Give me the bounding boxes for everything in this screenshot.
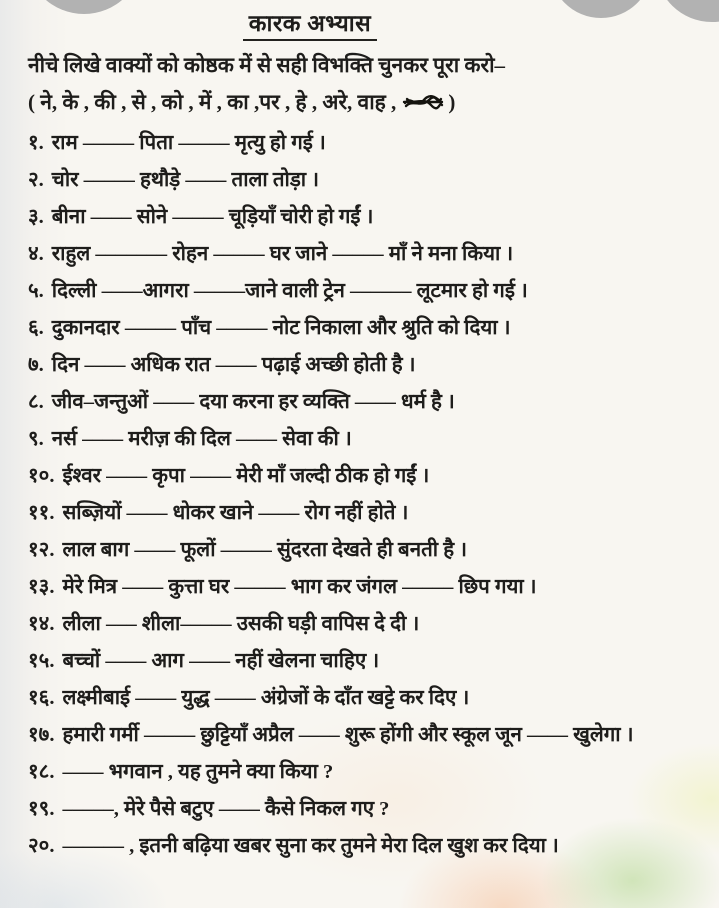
- sentence-9: [28, 421, 700, 458]
- sentence-text: मेरे मित्र –––– कुत्ता घर ––––– भाग कर जंगल ––––– छिप गया ।: [62, 576, 537, 598]
- sentence-2: [28, 162, 700, 199]
- sentence-text: बच्चों –––– आग –––– नहीं खेलना चाहिए ।: [62, 650, 380, 672]
- sentence-10: [28, 458, 700, 495]
- options-line: [28, 84, 700, 123]
- sentence-list: [28, 125, 700, 865]
- options-text: ( ने, के , की , से , को , में , का ,पर , हे , अरे, वाह ,: [28, 90, 397, 114]
- sentence-number: १४.: [28, 613, 55, 635]
- sentence-text: दुकानदार ––––– पाँच ––––– नोट निकाला और श्रुति को दिया ।: [51, 317, 511, 339]
- sentence-text: लक्ष्मीबाई –––– युद्ध –––– अंग्रेजों के दाँत खट्टे कर दिए ।: [62, 687, 470, 709]
- scribbled-word-icon: [402, 86, 444, 123]
- title-row: [28, 6, 700, 41]
- sentence-text: राम ––––– पिता ––––– मृत्यु हो गई ।: [51, 132, 326, 154]
- sentence-text: दिन –––– अधिक रात –––– पढ़ाई अच्छी होती है ।: [51, 354, 416, 376]
- sentence-number: १२.: [28, 539, 55, 561]
- sentence-12: [28, 532, 700, 569]
- sentence-text: राहुल ––––––– रोहन ––––– घर जाने ––––– माँ ने मना किया ।: [51, 243, 514, 265]
- sentence-text: लीला ––– शीला––––– उसकी घड़ी वापिस दे दी ।: [62, 613, 420, 635]
- sentence-text: लाल बाग –––– फूलों ––––– सुंदरता देखते ही बनती है ।: [62, 539, 468, 561]
- instruction-text: नीचे लिखे वाक्यों को कोष्ठक में से सही विभक्ति चुनकर पूरा करो–: [28, 53, 506, 77]
- sentence-8: [28, 384, 700, 421]
- sentence-text: हमारी गर्मी ––––– छुट्टियाँ अप्रैल –––– शुरू होंगी और स्कूल जून –––– खुलेगा ।: [62, 724, 634, 746]
- sentence-number: ८.: [28, 391, 44, 413]
- sentence-number: २.: [28, 169, 44, 191]
- sentence-number: १०.: [28, 465, 55, 487]
- sentence-5: [28, 273, 700, 310]
- sentence-number: ३.: [28, 206, 44, 228]
- sentence-number: १३.: [28, 576, 55, 598]
- sentence-text: नर्स –––– मरीज़ की दिल –––– सेवा की ।: [51, 428, 352, 450]
- sentence-number: १८.: [28, 761, 55, 783]
- sentence-number: २०.: [28, 835, 55, 857]
- sentence-number: ६.: [28, 317, 44, 339]
- options-close-paren: ): [448, 90, 456, 114]
- sentence-7: [28, 347, 700, 384]
- sentence-number: ११.: [28, 502, 55, 524]
- sentence-text: सब्ज़ियों –––– धोकर खाने –––– रोग नहीं होते ।: [62, 502, 409, 524]
- sentence-4: [28, 236, 700, 273]
- sentence-number: ९.: [28, 428, 44, 450]
- sentence-number: १९.: [28, 798, 55, 820]
- page-title: कारक अभ्यास: [243, 6, 377, 41]
- sentence-text: बीना –––– सोने ––––– चूड़ियाँ चोरी हो गईं ।: [51, 206, 374, 228]
- sentence-number: १६.: [28, 687, 55, 709]
- sentence-3: [28, 199, 700, 236]
- sentence-20: [28, 828, 700, 865]
- worksheet-content: [28, 6, 700, 865]
- sentence-text: जीव–जन्तुओं –––– दया करना हर व्यक्ति –––– धर्म है ।: [51, 391, 455, 413]
- sentence-text: –––––– , इतनी बढ़िया खबर सुना कर तुमने मेरा दिल खुश कर दिया ।: [62, 835, 559, 857]
- sentence-number: १.: [28, 132, 44, 154]
- sentence-text: –––––, मेरे पैसे बटुए –––– कैसे निकल गए ?: [62, 798, 390, 820]
- sentence-17: [28, 717, 700, 754]
- sentence-1: [28, 125, 700, 162]
- sentence-text: चोर ––––– हथौड़े –––– ताला तोड़ा ।: [51, 169, 320, 191]
- sentence-13: [28, 569, 700, 606]
- sentence-text: ईश्वर –––– कृपा –––– मेरी माँ जल्दी ठीक हो गईं ।: [62, 465, 430, 487]
- sentence-number: ४.: [28, 243, 44, 265]
- sentence-number: ५.: [28, 280, 44, 302]
- sentence-number: १५.: [28, 650, 55, 672]
- sentence-6: [28, 310, 700, 347]
- sentence-15: [28, 643, 700, 680]
- sentence-19: [28, 791, 700, 828]
- sentence-number: १७.: [28, 724, 55, 746]
- sentence-number: ७.: [28, 354, 44, 376]
- sentence-18: [28, 754, 700, 791]
- sentence-11: [28, 495, 700, 532]
- sentence-16: [28, 680, 700, 717]
- sentence-text: –––– भगवान , यह तुमने क्या किया ?: [62, 761, 334, 783]
- sentence-text: दिल्ली ––––आगरा –––––जाने वाली ट्रेन –––––– लूटमार हो गई ।: [51, 280, 528, 302]
- sentence-14: [28, 606, 700, 643]
